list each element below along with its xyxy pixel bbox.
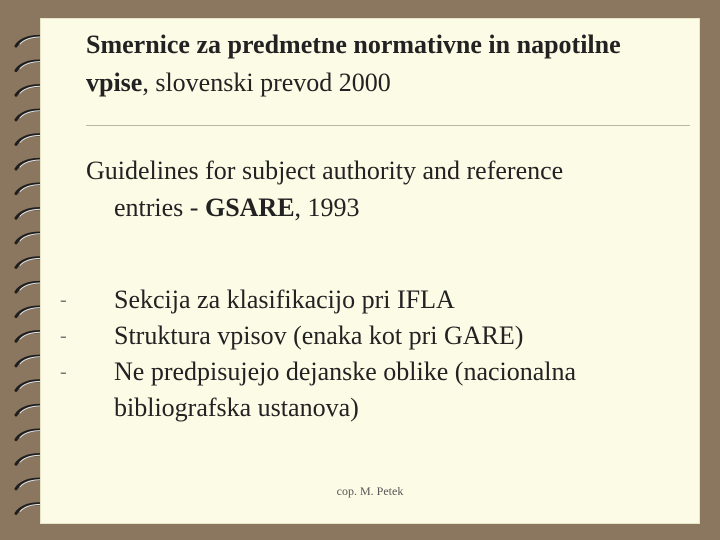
list-item <box>60 318 696 354</box>
list-item-text: Struktura vpisov (enaka kot pri GARE) <box>114 321 524 350</box>
footer-credit: cop. M. Petek <box>336 484 404 498</box>
dash-bullet-icon: - <box>60 325 67 347</box>
slide-title <box>86 26 686 102</box>
title-rest: , slovenski prevod 2000 <box>142 68 391 97</box>
list-item-text: Ne predpisujejo dejanske oblike (nacionalna bibliografska ustanova) <box>114 357 577 422</box>
list-item <box>60 354 696 426</box>
dash-bullet-icon: - <box>60 361 67 383</box>
list-item-text: Sekcija za klasifikacijo pri IFLA <box>114 285 455 314</box>
slide-page <box>40 18 700 524</box>
list-item <box>60 282 696 318</box>
para-line-2 <box>86 189 686 226</box>
para-line-2-post: , 1993 <box>294 193 360 222</box>
bullet-list <box>60 282 696 426</box>
title-bold: Smernice za predmetne normativne in napotilne vpise <box>86 30 621 97</box>
divider-line <box>86 125 690 126</box>
dash-bullet-icon: - <box>60 289 67 311</box>
para-line-1: Guidelines for subject authority and reference <box>86 156 564 185</box>
para-line-2-pre: entries - <box>114 193 205 222</box>
guidelines-paragraph <box>86 152 686 226</box>
gsare-bold: GSARE <box>204 193 295 222</box>
